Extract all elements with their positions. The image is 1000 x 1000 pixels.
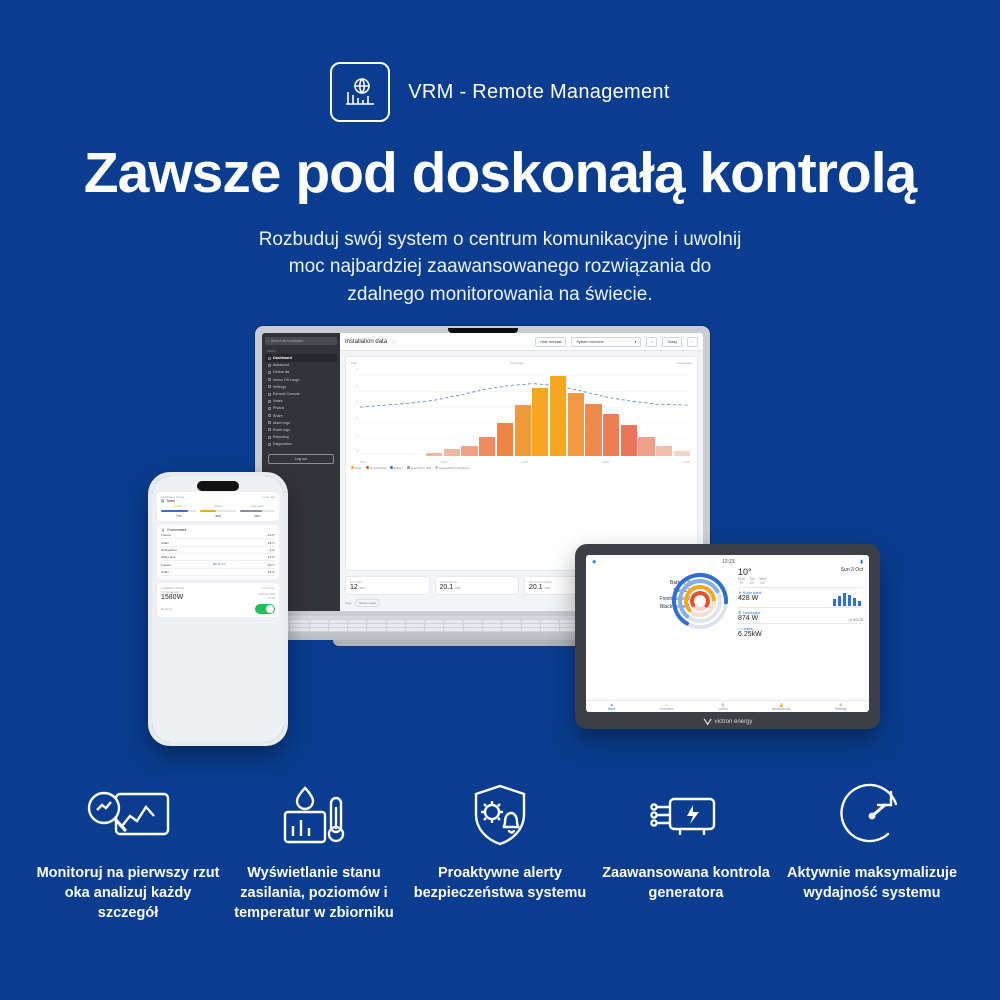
kpi-value: 12 bbox=[350, 584, 358, 592]
sidebar-item-label: Alarm logs bbox=[273, 420, 290, 425]
environment-rows bbox=[161, 532, 275, 576]
chart-unit-label: kWh bbox=[351, 361, 357, 366]
sidebar-item-dashboard[interactable] bbox=[265, 354, 337, 361]
weather-date: Sun 3 Oct bbox=[840, 567, 863, 574]
select-value: System overview bbox=[576, 339, 604, 344]
feature-alerts bbox=[407, 776, 593, 923]
overview-icon: ▭ bbox=[664, 703, 669, 708]
phone-mockup bbox=[148, 472, 288, 746]
updated-timestamp: 1 min ago bbox=[261, 495, 275, 500]
kpi-label: DC Consumption bbox=[529, 580, 552, 585]
legend-item: Battery bbox=[390, 466, 403, 470]
chart-x-axis bbox=[360, 461, 690, 464]
feature-row bbox=[0, 776, 1000, 923]
kpi-card bbox=[435, 576, 520, 595]
brand-label: VRM - Remote Management bbox=[408, 80, 670, 103]
photos-icon bbox=[268, 407, 271, 410]
search-placeholder: Search an installation bbox=[270, 339, 304, 344]
environment-card[interactable] bbox=[157, 525, 279, 579]
chart-legend bbox=[351, 466, 692, 470]
device-list-icon bbox=[268, 371, 271, 374]
legend-item: Consumption bbox=[366, 466, 386, 470]
sidebar-item-advanced[interactable] bbox=[265, 362, 337, 369]
feature-levels bbox=[221, 776, 407, 923]
feature-text: Zaawansowana kontrola generatora bbox=[602, 865, 770, 902]
feature-text: Wyświetlanie stanu zasilania, poziomów i temperatur w zbiorniku bbox=[234, 865, 394, 921]
gx-weather: 10° Mon 9° Tue 11° Wed 13° Sun 3 Oct bbox=[738, 567, 863, 588]
gx-row-loads: ⌂ Loads 6.25kW bbox=[738, 625, 762, 638]
sidebar-item-label: Event logs bbox=[273, 427, 290, 432]
kpi-value: 20.1 bbox=[529, 584, 543, 592]
tank-value: 45% bbox=[214, 513, 221, 518]
sidebar-item-settings[interactable] bbox=[265, 383, 337, 390]
gx-row-solar: ☀ Solar yield 428 W bbox=[738, 588, 863, 608]
advanced-icon bbox=[268, 364, 271, 367]
subtitle-line-2: moc najbardziej zaawansowanego rozwiązania do bbox=[288, 256, 712, 278]
device-showcase bbox=[0, 326, 1000, 766]
x-tick: 00:00 bbox=[360, 461, 367, 465]
environment-row: Water tank 12.2° bbox=[161, 554, 275, 561]
logout-button[interactable]: Log out bbox=[268, 454, 334, 464]
installation-name: Installation Name bbox=[161, 495, 185, 500]
generator-status: Running bbox=[161, 607, 173, 612]
alarm-icon bbox=[268, 421, 271, 424]
sidebar-item-label: Photos bbox=[273, 406, 285, 411]
gx-clock: 12:23 bbox=[722, 559, 735, 566]
sidebar-item-diagnostics[interactable] bbox=[265, 441, 337, 448]
dashboard-icon bbox=[268, 357, 271, 360]
sidebar-item-photos[interactable] bbox=[265, 405, 337, 412]
tanks-card[interactable] bbox=[157, 492, 279, 521]
legend-item: Solar bbox=[351, 466, 362, 470]
x-tick: 12:00 bbox=[521, 461, 529, 465]
generator-title: 1Q Generator bbox=[161, 590, 180, 595]
gx-bottom-nav bbox=[586, 700, 869, 711]
info-icon[interactable]: ⓘ bbox=[392, 338, 397, 344]
system-overview-select[interactable] bbox=[571, 337, 641, 347]
tank-bar bbox=[240, 505, 275, 518]
console-icon bbox=[268, 393, 271, 396]
sidebar-item-label: Remote Console bbox=[273, 392, 300, 397]
feature-monitoring bbox=[35, 776, 221, 923]
clock-icon: ◷ bbox=[848, 616, 852, 622]
tank-label: Diesel bbox=[214, 505, 222, 509]
sidebar-item-label: Venus OS Large bbox=[273, 377, 300, 382]
sidebar-item-label: Share bbox=[273, 413, 283, 418]
feature-text: Proaktywne alerty bezpieczeństwa systemu bbox=[413, 865, 587, 902]
kpi-value: 20.1 bbox=[439, 584, 454, 592]
gx-level-rings bbox=[670, 571, 730, 631]
kpi-card bbox=[345, 576, 430, 595]
chevron-down-icon: ▾ bbox=[634, 339, 637, 344]
gauge-arrow-icon bbox=[779, 776, 965, 854]
brief-icon: ◉ bbox=[610, 703, 614, 708]
sidebar-item-label: Advanced bbox=[273, 363, 289, 368]
feature-performance bbox=[779, 776, 965, 923]
min-temp-chip: Min 21.3°C bbox=[212, 562, 226, 566]
sidebar-item-event-logs[interactable] bbox=[265, 426, 337, 433]
venus-os-icon bbox=[268, 378, 271, 381]
feature-generator bbox=[593, 776, 779, 923]
gx-screen bbox=[586, 555, 869, 712]
sidebar-item-alarm-logs[interactable] bbox=[265, 419, 337, 426]
gx-nav-settings[interactable]: ⚙ Settings bbox=[834, 703, 847, 712]
legend-item: Generator / Grid bbox=[407, 466, 431, 470]
tank-label: Fresh bbox=[175, 505, 182, 509]
tags-label: Tags: bbox=[345, 601, 353, 606]
weather-temp: 10° bbox=[738, 567, 752, 578]
environment-row: Cabin 19.3° bbox=[161, 569, 275, 576]
y-tick: 1 bbox=[356, 433, 358, 437]
gx-info-panel bbox=[738, 567, 863, 639]
prev-period-button[interactable]: ‹ bbox=[646, 337, 657, 347]
gx-touch-mockup bbox=[575, 544, 880, 729]
plug-icon: ⌂ bbox=[738, 625, 741, 631]
feature-text: Monitoruj na pierwszy rzut oka analizuj każdy szczegół bbox=[36, 865, 220, 921]
sidebar-item-notes[interactable] bbox=[265, 398, 337, 405]
chart-bars bbox=[360, 368, 690, 456]
energy-chart bbox=[351, 368, 692, 464]
vrm-globe-chart-icon bbox=[330, 62, 390, 122]
environment-row: Freezer Min 21.3°C -18.7° bbox=[161, 561, 275, 568]
sidebar-group-label: MAIN bbox=[267, 349, 276, 354]
notes-icon bbox=[268, 400, 271, 403]
kpi-unit: kWh bbox=[455, 586, 462, 591]
today-button[interactable]: Today bbox=[662, 337, 682, 347]
search-icon: ⌕ bbox=[267, 339, 269, 344]
legend-item: Forecasted consumption bbox=[435, 466, 470, 470]
share-icon bbox=[268, 414, 271, 417]
updated-timestamp: 2 min ago bbox=[261, 586, 275, 591]
x-tick: 00:00 bbox=[683, 461, 690, 465]
generator-toggle[interactable] bbox=[255, 604, 275, 614]
sidebar-item-remote-console[interactable] bbox=[265, 390, 337, 397]
diagnostics-icon bbox=[268, 443, 271, 446]
report-icon bbox=[268, 436, 271, 439]
installation-data-title: Installation data bbox=[345, 338, 388, 345]
generator-icon: ⚙ bbox=[738, 609, 742, 615]
sidebar-item-label: Settings bbox=[273, 384, 286, 389]
generator-card[interactable] bbox=[157, 583, 279, 617]
gear-icon: ⚙ bbox=[839, 703, 843, 708]
installation-name: Installation Name bbox=[161, 586, 185, 591]
phone-notch bbox=[197, 481, 239, 491]
environment-row: Freezer -14.0° bbox=[161, 532, 275, 539]
generator-bolt-icon bbox=[593, 776, 779, 854]
environment-row: Cabin 18.1° bbox=[161, 539, 275, 546]
solar-sparkline-icon bbox=[833, 590, 863, 606]
tag-chip[interactable]: Sineco Lurain bbox=[355, 599, 380, 607]
search-input[interactable] bbox=[265, 337, 337, 345]
victron-mark-icon bbox=[703, 717, 712, 726]
chart-reported-label: Reported bbox=[510, 361, 524, 366]
tank-value: 77% bbox=[175, 513, 182, 518]
manual-start-label: Manual start bbox=[258, 591, 275, 596]
kpi-unit: kWh bbox=[544, 586, 551, 591]
sidebar-item-label: Dashboard bbox=[273, 356, 292, 361]
x-tick: 06:00 bbox=[440, 461, 448, 465]
sidebar-item-label: Notes bbox=[273, 399, 283, 404]
environment-row: Refrigerator 4.4° bbox=[161, 547, 275, 554]
page-title: Zawsze pod doskonałą kontrolą bbox=[83, 141, 917, 205]
kpi-unit: kWh bbox=[359, 586, 366, 591]
laptop-camera-notch bbox=[448, 328, 518, 333]
sidebar-item-venus-os-large[interactable] bbox=[265, 376, 337, 383]
environment-title: Environment bbox=[167, 527, 187, 532]
gx-nav-levels[interactable]: ▥ Levels bbox=[717, 703, 728, 712]
y-tick: 4 bbox=[356, 384, 358, 388]
tank-label: Grey water bbox=[250, 505, 264, 509]
x-tick: 18:00 bbox=[602, 461, 610, 465]
gx-rings-panel bbox=[592, 567, 732, 639]
gx-ring-labels: Battery 8 Fuel 13 Fresh water 2 Black water 1 bbox=[659, 580, 690, 611]
chart-y-axis bbox=[351, 368, 359, 464]
vrm-toolbar bbox=[340, 333, 703, 351]
shield-bell-gear-icon bbox=[407, 776, 593, 854]
runtime-value: 01:25 bbox=[267, 595, 275, 600]
kpi-label: PV Yield bbox=[350, 580, 362, 585]
gx-row-generator: ⚙ Generator 874 W ◷ 00:25 bbox=[738, 608, 863, 624]
subtitle-line-1: Rozbuduj swój system o centrum komunikacyjne i uwolnij bbox=[258, 228, 742, 250]
gx-brand-logo: victron energy bbox=[703, 717, 753, 726]
hide-forecast-button[interactable]: Hide forecast bbox=[535, 337, 566, 347]
tank-bar bbox=[161, 505, 196, 518]
gear-icon bbox=[268, 385, 271, 388]
chart-forecasted-label: Forecasted bbox=[676, 361, 692, 366]
next-period-button[interactable]: › bbox=[687, 337, 698, 347]
tank-value: 62% bbox=[254, 513, 261, 518]
kpi-label: Consumption bbox=[439, 580, 458, 585]
energy-chart-card bbox=[345, 356, 698, 571]
sidebar-item-device-list[interactable] bbox=[265, 369, 337, 376]
gx-connection-icon: ◉ bbox=[592, 559, 597, 566]
sidebar-item-label: Reporting bbox=[273, 435, 289, 440]
y-tick: 0 bbox=[356, 450, 358, 454]
sidebar-item-reporting[interactable] bbox=[265, 434, 337, 441]
bell-icon: 🔔 bbox=[778, 703, 784, 708]
sidebar-item-label: Diagnostics bbox=[273, 442, 292, 447]
subtitle-line-3: zdalnego monitorowania na świecie. bbox=[347, 283, 653, 305]
tank-bars bbox=[161, 505, 275, 518]
y-tick: 3 bbox=[356, 401, 358, 405]
sun-icon: ☀ bbox=[738, 589, 742, 595]
feature-text: Aktywnie maksymalizuje wydajność systemu bbox=[786, 865, 958, 902]
gx-battery-icon: ▮ bbox=[860, 559, 863, 566]
thermometer-icon: 🌡 bbox=[161, 527, 166, 532]
tanks-title: Tanks bbox=[166, 499, 176, 504]
tank-icon: ▥ bbox=[161, 499, 165, 504]
tank-thermometer-icon bbox=[221, 776, 407, 854]
event-icon bbox=[268, 428, 271, 431]
y-tick: 5 bbox=[356, 368, 358, 372]
gx-nav-notifications[interactable]: 🔔 Notifications bbox=[771, 703, 791, 712]
chart-plot-area bbox=[360, 368, 690, 456]
vrm-app-screen bbox=[152, 476, 284, 742]
page-subtitle bbox=[0, 226, 1000, 309]
y-tick: 2 bbox=[356, 417, 358, 421]
gx-nav-brief[interactable]: ◉ Brief bbox=[608, 703, 616, 712]
sidebar-item-share[interactable] bbox=[265, 412, 337, 419]
sidebar-item-label: Device list bbox=[273, 370, 290, 375]
brand-row bbox=[0, 0, 1000, 122]
gx-nav-overview[interactable]: ▭ Overview bbox=[659, 703, 674, 712]
generator-power: 1580W bbox=[161, 594, 184, 602]
magnifier-chart-icon bbox=[35, 776, 221, 854]
tank-bar bbox=[200, 505, 235, 518]
levels-icon: ▥ bbox=[721, 703, 725, 708]
